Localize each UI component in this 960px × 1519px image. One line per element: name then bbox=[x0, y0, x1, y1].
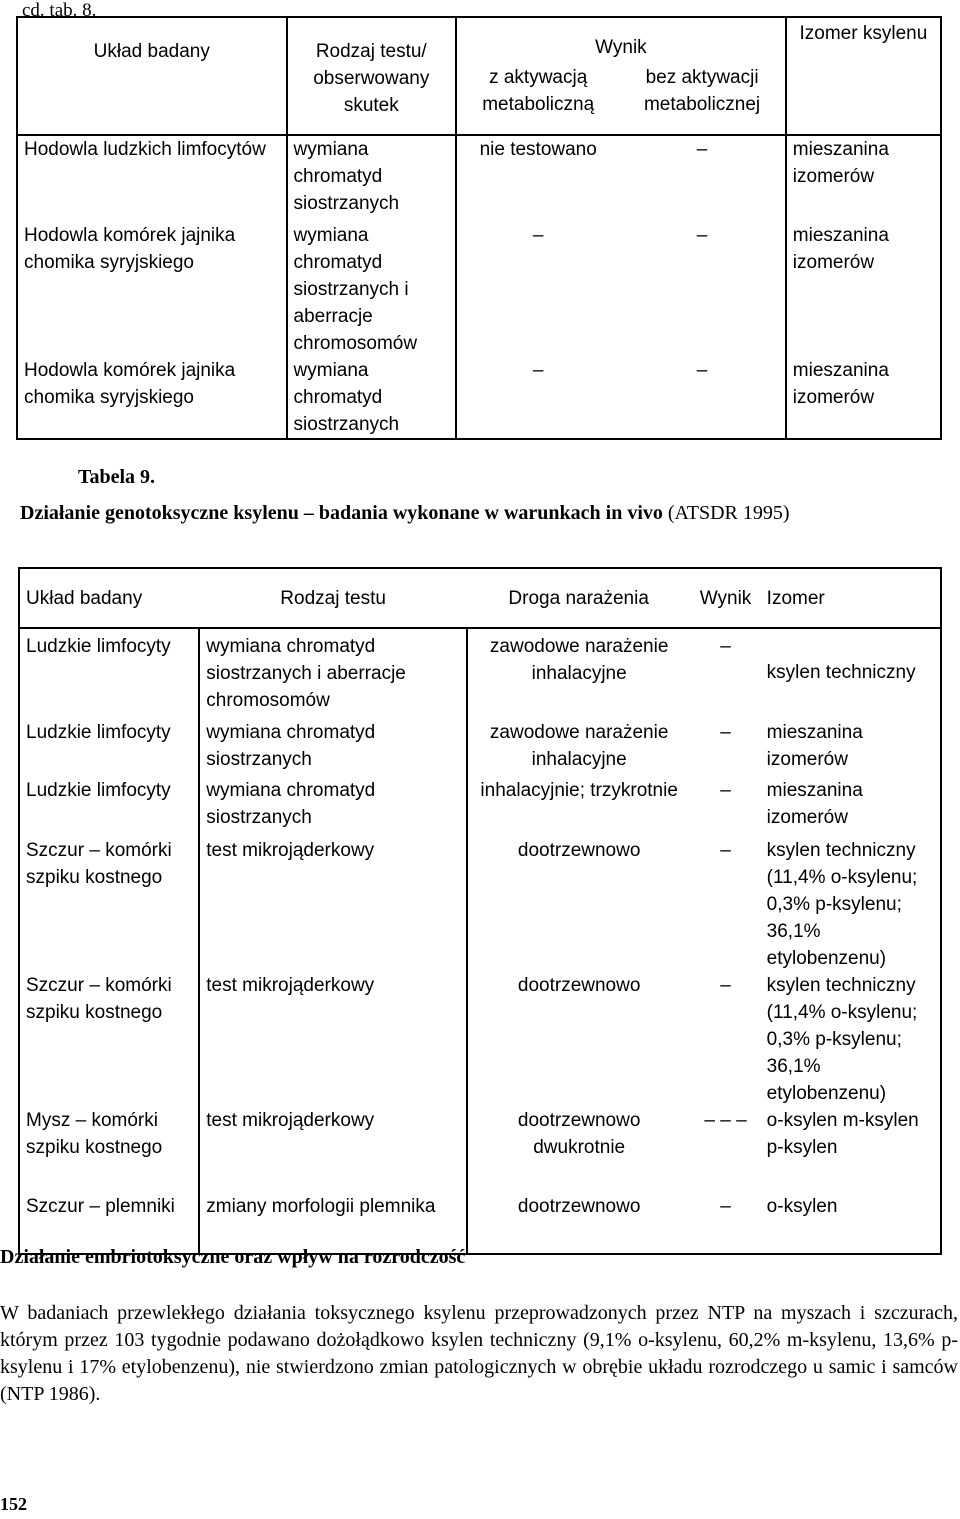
t9-row2-test: wymiana chromatyd siostrzanych bbox=[199, 719, 467, 777]
t8-row3-with: – bbox=[456, 357, 619, 439]
table9-title bbox=[20, 500, 955, 527]
t9-row7-route: dootrzewnowo bbox=[467, 1193, 690, 1254]
t9-row5-route: dootrzewnowo bbox=[517, 975, 641, 996]
t9-row3-isomer: mieszanina izomerów bbox=[761, 777, 941, 837]
t8-row2-isomer: mieszanina izomerów bbox=[786, 222, 941, 357]
table-9 bbox=[18, 567, 942, 1255]
t9-row4-route: dootrzewnowo bbox=[517, 840, 641, 861]
t9-row7-result: – bbox=[690, 1193, 760, 1254]
t9-row5-result: – bbox=[720, 975, 731, 996]
t9-row6-system: Mysz – komórki szpiku kostnego bbox=[19, 1107, 199, 1193]
t9-row2-isomer: mieszanina izomerów bbox=[761, 719, 941, 777]
continuation-label: cd. tab. 8. bbox=[22, 0, 97, 21]
table9-title-rest: (ATSDR 1995) bbox=[667, 502, 790, 524]
table9-title-bold: Działanie genotoksyczne ksylenu – badania wykonane w warunkach in vivo bbox=[20, 502, 663, 524]
t9-row7-test: zmiany morfologii plemnika bbox=[199, 1193, 467, 1254]
section-title: Działanie embriotoksyczne oraz wpływ na rozrodczość bbox=[0, 1246, 466, 1268]
t9-row6-route: dootrzewnowo dwukrotnie bbox=[517, 1110, 641, 1158]
t9-row3-system: Ludzkie limfocyty bbox=[19, 777, 199, 837]
t9-header-result: Wynik bbox=[690, 568, 760, 628]
t9-header-isomer: Izomer bbox=[761, 568, 941, 628]
t9-row6-isomer: o-ksylen m-ksylen p-ksylen bbox=[761, 1107, 941, 1193]
t9-row5-isomer: ksylen techniczny (11,4% o-ksylenu; 0,3% p-ksylenu; 36,1% etylobenzenu) bbox=[761, 972, 941, 1107]
body-paragraph: W badaniach przewlekłego działania toksycznego ksylenu przeprowadzonych przez NTP na myszach i szczurach, którym przez 103 tygodnie podawano dożołądkowo ksylen techniczny (9,1% o-ksylenu, 60,2% m-ksylenu, 13,6% p-ksylenu i 17% etylobenzenu), nie stwierdzono zmian patologicznych w obrębie układu rozrodczego u samic i samców (NTP 1986). bbox=[0, 1302, 958, 1405]
t8-header-with-activation: z aktywacją metaboliczną bbox=[482, 67, 595, 115]
t9-row3-result: – bbox=[720, 780, 731, 801]
t9-row2-result: – bbox=[720, 722, 731, 743]
t9-row5-system: Szczur – komórki szpiku kostnego bbox=[19, 972, 199, 1107]
table9-label: Tabela 9. bbox=[78, 466, 156, 488]
t8-row1-test: wymiana chromatyd siostrzanych bbox=[287, 135, 456, 222]
t9-row7-isomer: o-ksylen bbox=[761, 1193, 941, 1254]
t8-row1-without: – bbox=[619, 135, 785, 222]
t9-row6-test: test mikrojąderkowy bbox=[199, 1107, 467, 1193]
t8-header-without-activation: bez aktywacji metabolicznej bbox=[643, 67, 761, 115]
t8-row2-with: – bbox=[532, 225, 544, 246]
t9-row4-isomer: ksylen techniczny (11,4% o-ksylenu; 0,3% p-ksylenu; 36,1% etylobenzenu) bbox=[761, 837, 941, 972]
t8-header-test: Rodzaj testu/ obserwowany skutek bbox=[287, 17, 456, 135]
t9-row3-route: inhalacyjnie; trzykrotnie bbox=[480, 780, 678, 801]
t8-row2-test: wymiana chromatyd siostrzanych i aberracje chromosomów bbox=[287, 222, 456, 357]
table-8 bbox=[16, 16, 942, 440]
t9-row4-system: Szczur – komórki szpiku kostnego bbox=[19, 837, 199, 972]
t8-header-isomer: Izomer ksylenu bbox=[786, 17, 941, 135]
t8-row1-with: nie testowano bbox=[456, 135, 619, 222]
t8-row2-without: – bbox=[696, 225, 708, 246]
t8-row3-test: wymiana chromatyd siostrzanych bbox=[287, 357, 456, 439]
t9-row2-system: Ludzkie limfocyty bbox=[19, 719, 199, 777]
t9-row4-result: – bbox=[720, 840, 731, 861]
t8-row1-system: Hodowla ludzkich limfocytów bbox=[17, 135, 287, 222]
t9-row7-system: Szczur – plemniki bbox=[19, 1193, 199, 1254]
t8-row1-isomer: mieszanina izomerów bbox=[786, 135, 941, 222]
t9-row1-isomer: ksylen techniczny bbox=[761, 629, 941, 719]
t8-header-system: Układ badany bbox=[17, 17, 287, 135]
t9-header-test: Rodzaj testu bbox=[199, 568, 467, 628]
t9-row4-test: test mikrojąderkowy bbox=[199, 837, 467, 972]
t8-header-result: Wynik bbox=[456, 17, 786, 64]
t9-row6-result: – – – bbox=[704, 1110, 747, 1131]
t9-row5-test: test mikrojąderkowy bbox=[199, 972, 467, 1107]
t9-row1-route: zawodowe narażenie inhalacyjne bbox=[489, 636, 669, 684]
t8-row2-system: Hodowla komórek jajnika chomika syryjskiego bbox=[17, 222, 287, 357]
t9-row1-system: Ludzkie limfocyty bbox=[19, 629, 199, 719]
t9-row2-route: zawodowe narażenie inhalacyjne bbox=[489, 722, 669, 770]
t8-row3-without: – bbox=[619, 357, 785, 439]
t8-row3-isomer: mieszanina izomerów bbox=[786, 357, 941, 439]
t9-header-system: Układ badany bbox=[19, 568, 199, 628]
page-number: 152 bbox=[0, 1494, 27, 1514]
t8-row3-system: Hodowla komórek jajnika chomika syryjskiego bbox=[17, 357, 287, 439]
t9-row1-result: – bbox=[720, 636, 731, 657]
t9-header-route: Droga narażenia bbox=[467, 568, 690, 628]
t9-row3-test: wymiana chromatyd siostrzanych bbox=[199, 777, 467, 837]
t9-row1-test: wymiana chromatyd siostrzanych i aberracje chromosomów bbox=[199, 629, 467, 719]
